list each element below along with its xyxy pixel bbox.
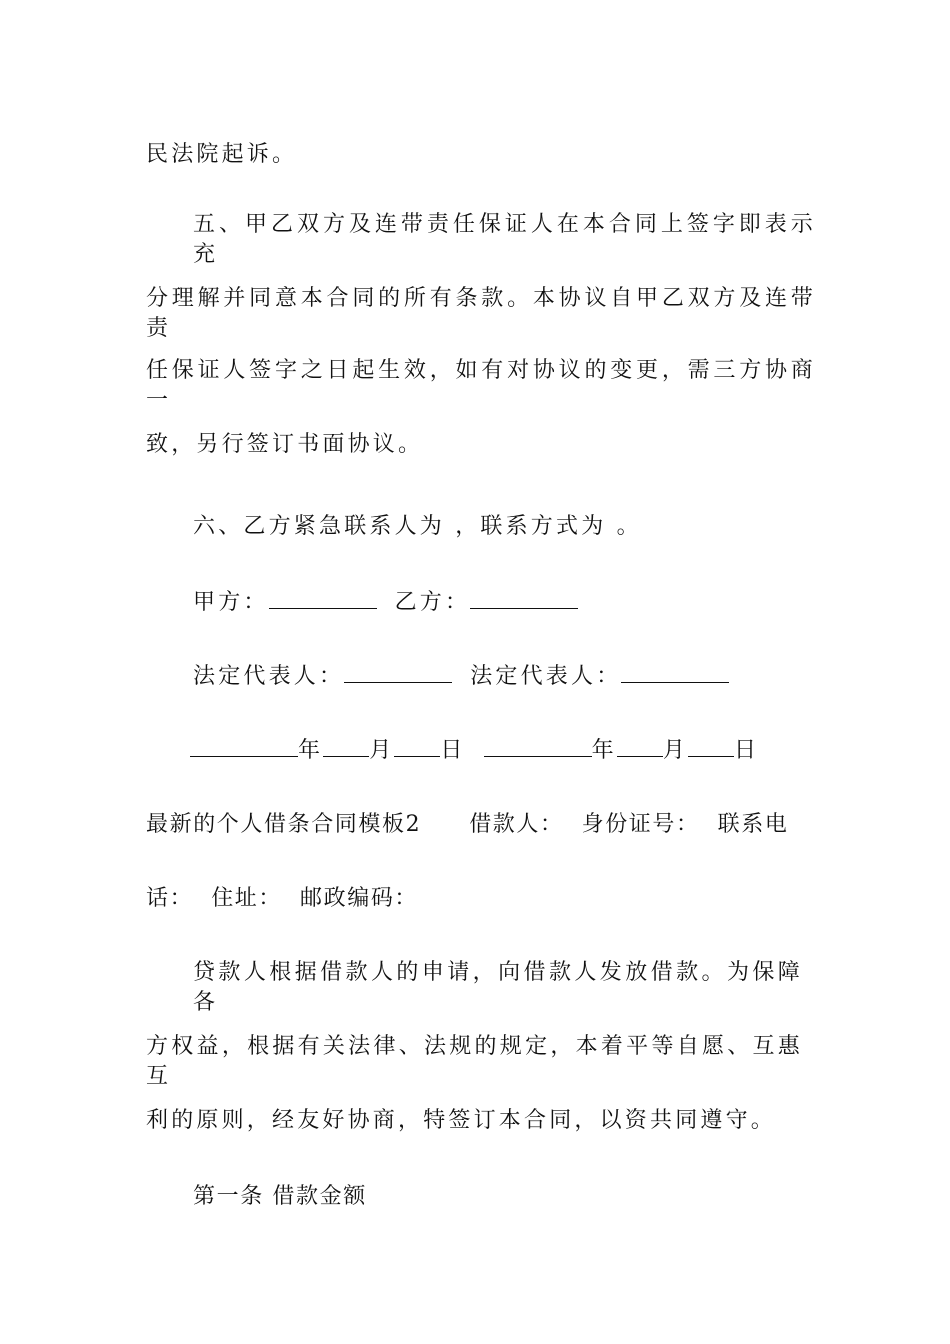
template2-title: 最新的个人借条合同模板2	[146, 812, 422, 837]
date-year-blank	[484, 734, 592, 757]
phone-label: 联系电	[717, 812, 789, 837]
date-month-blank	[617, 734, 663, 757]
paragraph-line: 方权益，根据有关法律、法规的规定，本着平等自愿、互惠互	[146, 1034, 803, 1089]
section-heading: 第一条 借款金额	[193, 1184, 367, 1209]
party-a-label: 甲方：	[193, 590, 269, 615]
address-label: 住址：	[211, 886, 283, 911]
date-day-blank	[394, 734, 440, 757]
paragraph-line: 五、甲乙双方及连带责任保证人在本合同上签字即表示充	[193, 212, 816, 267]
party-b-label: 乙方：	[394, 590, 471, 615]
postcode-label: 邮政编码：	[300, 886, 419, 911]
paragraph-line: 分理解并同意本合同的所有条款。本协议自甲乙双方及连带责	[146, 286, 816, 341]
date-day-blank	[688, 734, 734, 757]
party-a-blank	[269, 586, 377, 609]
legal-rep-b-label: 法定代表人：	[470, 664, 622, 689]
day-label: 日	[734, 738, 760, 763]
signature-legal-rep-row	[193, 660, 863, 692]
template2-fields-row	[146, 884, 816, 914]
date-month-blank	[323, 734, 369, 757]
day-label: 日	[440, 738, 466, 763]
paragraph-line: 贷款人根据借款人的申请，向借款人发放借款。为保障各	[193, 960, 803, 1015]
year-label: 年	[591, 738, 617, 763]
phone-label-cont: 话：	[146, 886, 194, 911]
legal-rep-a-blank	[344, 660, 452, 683]
paragraph-line: 六、乙方紧急联系人为 ，联系方式为 。	[193, 514, 642, 539]
paragraph-line: 利的原则，经友好协商，特签订本合同，以资共同遵守。	[146, 1108, 777, 1133]
legal-rep-b-blank	[621, 660, 729, 683]
paragraph-line: 任保证人签字之日起生效，如有对协议的变更，需三方协商一	[146, 358, 816, 413]
paragraph-line: 民法院起诉。	[146, 142, 298, 167]
signature-date-row	[190, 734, 860, 766]
borrower-label: 借款人：	[469, 812, 564, 837]
party-b-blank	[470, 586, 578, 609]
year-label: 年	[298, 738, 324, 763]
template2-heading-row	[146, 810, 816, 840]
date-year-blank	[190, 734, 298, 757]
id-no-label: 身份证号：	[581, 812, 700, 837]
month-label: 月	[662, 738, 689, 763]
legal-rep-a-label: 法定代表人：	[193, 664, 345, 689]
signature-parties-row	[193, 586, 863, 618]
month-label: 月	[369, 738, 395, 763]
paragraph-line: 致，另行签订书面协议。	[146, 432, 424, 457]
